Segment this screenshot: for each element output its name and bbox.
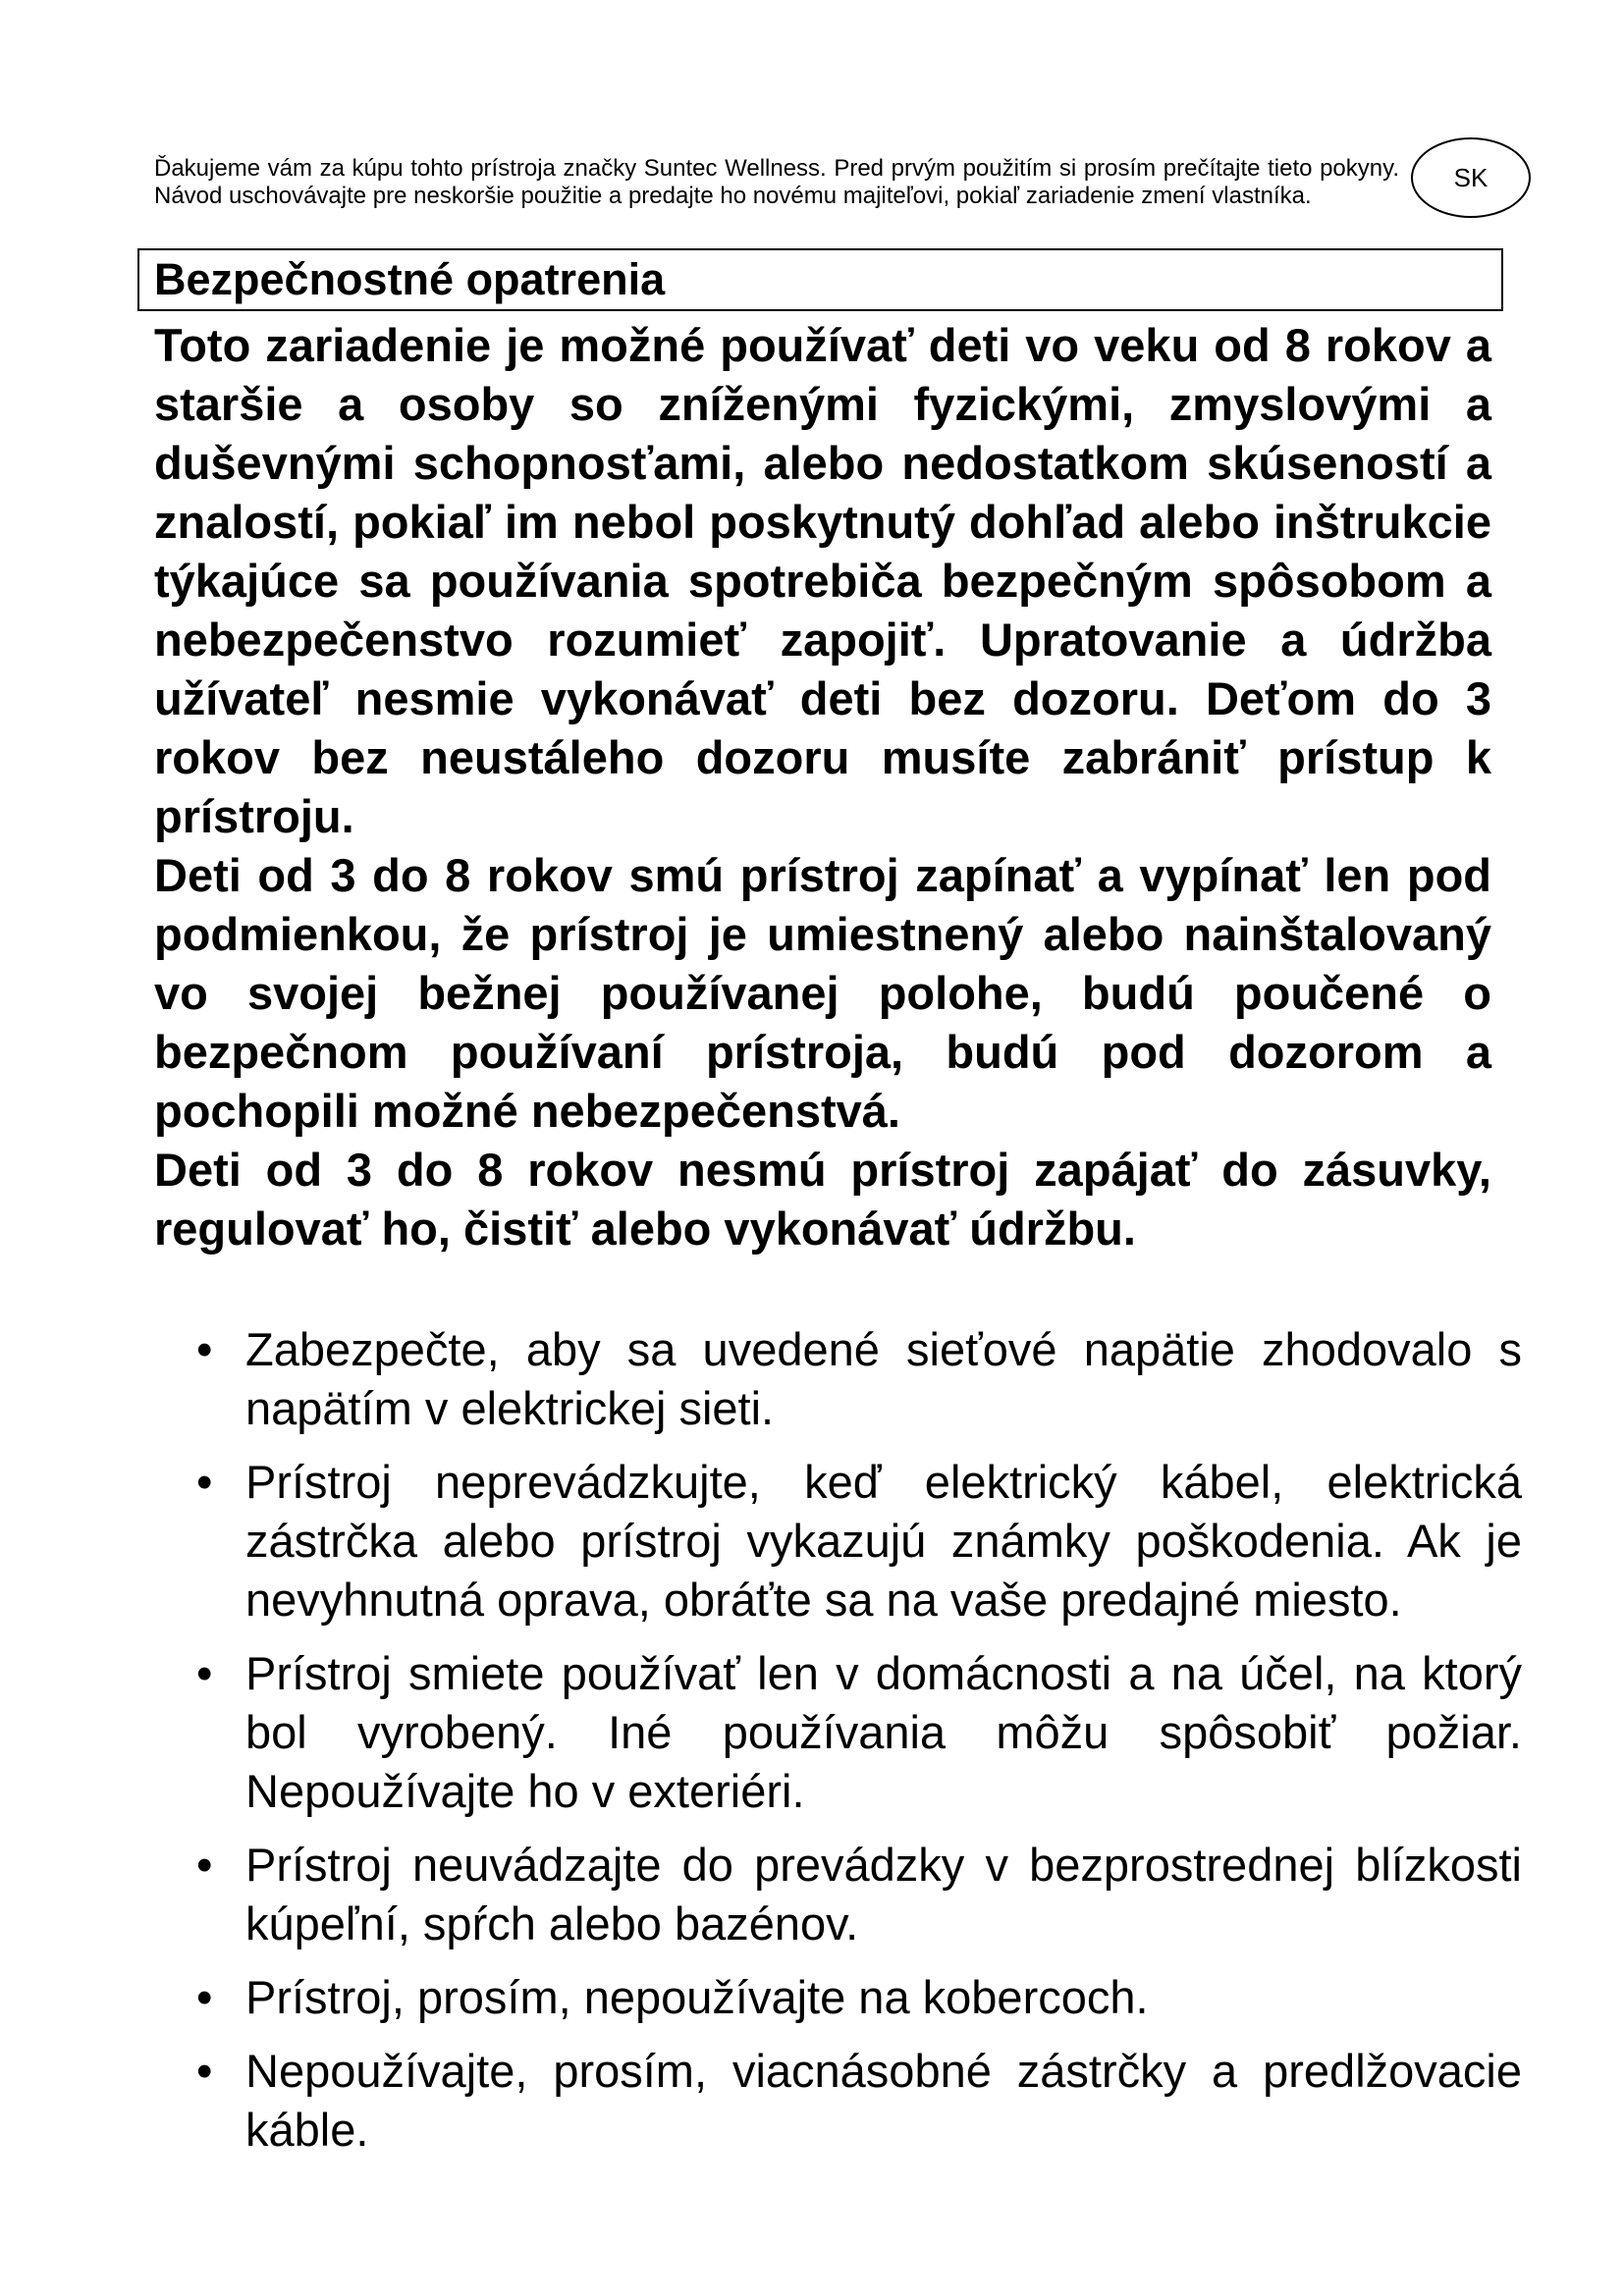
list-item [196, 2042, 1522, 2160]
warning-paragraph: Deti od 3 do 8 rokov smú prístroj zapínať a vypínať len pod podmienkou, že prístroj je umiestnený alebo nainštalovaný vo svojej bežnej používanej polohe, budú poučené o bezpečnom používaní prístroja, budú pod dozorom a pochopili možné nebezpečenstvá. [154, 849, 1491, 1137]
list-item [196, 1320, 1522, 1438]
section-title: Bezpečnostné opatrenia [137, 248, 1503, 311]
intro-text: Ďakujeme vám za kúpu tohto prístroja značky Suntec Wellness. Pred prvým použitím si prosím prečítajte tieto pokyny. Návod uschovávajte pre neskoršie použitie a predajte ho novému majiteľovi, pokiaľ zariadenie zmení vlastníka. [154, 155, 1399, 209]
bullet-icon: • [196, 1647, 213, 1699]
safety-bullet-list [196, 1320, 1522, 2174]
list-item [196, 1644, 1522, 1821]
warning-paragraph: Toto zariadenie je možné používať deti vo veku od 8 rokov a staršie a osoby so zníženými fyzickými, zmyslovými a duševnými schopnosťami, alebo nedostatkom skúseností a znalostí, pokiaľ im nebol poskytnutý dohľad alebo inštrukcie týkajúce sa používania spotrebiča bezpečným spôsobom a nebezpečenstvo rozumieť zapojiť. Upratovanie a údržba užívateľ nesmie vykonávať deti bez dozoru. Deťom do 3 rokov bez neustáleho dozoru musíte zabrániť prístup k prístroju. [154, 319, 1491, 842]
list-item-text: Prístroj neuvádzajte do prevádzky v bezprostrednej blízkosti kúpeľní, spŕch alebo bazénov. [245, 1839, 1522, 1949]
list-item-text: Prístroj neprevádzkujte, keď elektrický kábel, elektrická zástrčka alebo prístroj vykazujú známky poškodenia. Ak je nevyhnutná oprava, obráťte sa na vaše predajné miesto. [245, 1456, 1522, 1626]
bullet-icon: • [196, 1971, 213, 2023]
bullet-icon: • [196, 1456, 213, 1508]
bullet-icon: • [196, 1839, 213, 1891]
list-item [196, 1968, 1522, 2027]
language-badge: SK [1411, 137, 1531, 218]
list-item-text: Prístroj smiete používať len v domácnosti a na účel, na ktorý bol vyrobený. Iné používania môžu spôsobiť požiar. Nepoužívajte ho v exteriéri. [245, 1647, 1522, 1817]
warning-paragraph: Deti od 3 do 8 rokov nesmú prístroj zapájať do zásuvky, regulovať ho, čistiť alebo vykonávať údržbu. [154, 1144, 1491, 1255]
bullet-icon: • [196, 2045, 213, 2097]
list-item-text: Nepoužívajte, prosím, viacnásobné zástrčky a predlžovacie káble. [245, 2045, 1522, 2156]
safety-warning-block [154, 316, 1491, 1258]
list-item-text: Prístroj, prosím, nepoužívajte na kobercoch. [245, 1971, 1149, 2023]
list-item-text: Zabezpečte, aby sa uvedené sieťové napätie zhodovalo s napätím v elektrickej sieti. [245, 1323, 1522, 1434]
list-item [196, 1453, 1522, 1629]
list-item [196, 1836, 1522, 1953]
bullet-icon: • [196, 1323, 213, 1375]
